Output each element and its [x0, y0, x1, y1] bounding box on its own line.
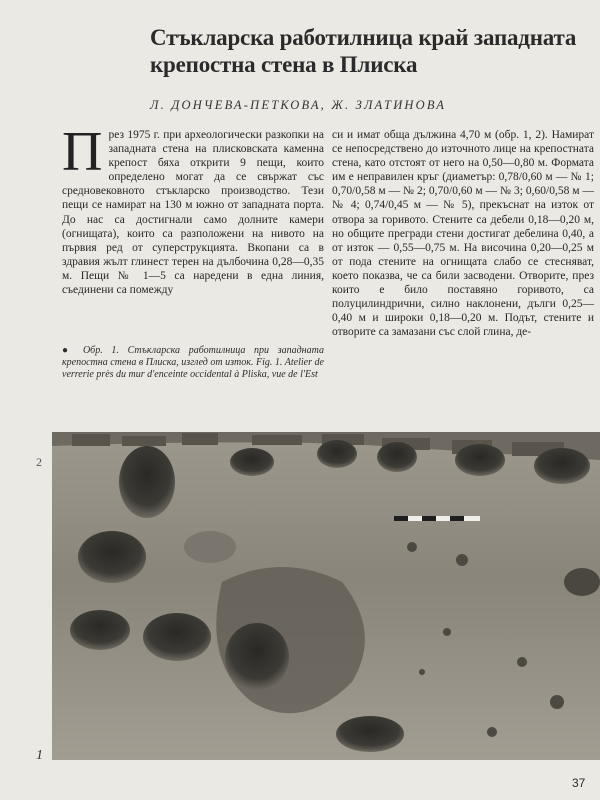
column-right-text: си и имат обща дължина 4,70 м (обр. 1, 2). Намират се непосредствено до източното лице на крепостната стена, като отстоят от него на 0,50—0,80 м. Формата им е неправилен кръг (диаметър: 0,78/0,60 м — № 1; 0,70/0,58 м — № 2; 0,70/0,60 м — № 3; 0,60/0,58 м — № 4; 0,74/0,45 м — № 5), прекъснат на изток от отвора за горивото. Стените са дебели 0,18—0,20 м, но общите прегради стени достигат дебелина 0,40, а от изток — 0,55—0,75 м. На височина 0,20—0,25 м от пода стените на огнищата слабо се стесняват, което показва, че са били засводени. Отворите, през които е било поставяно горивото, са полуцилиндрични, силно наклонени, дълги 0,25—0,40 м и широки 0,18—0,20 м. Подът, стените и отворите са замазани със слой глина, де- — [332, 129, 594, 339]
scale-bar — [394, 516, 480, 521]
margin-mark: 2 — [36, 455, 42, 469]
title-line-1: Стъкларска работилница край западната — [150, 25, 577, 50]
article-title — [150, 24, 590, 78]
title-line-2: крепостна стена в Плиска — [150, 52, 418, 77]
article-authors: Л. ДОНЧЕВА-ПЕТКОВА, Ж. ЗЛАТИНОВА — [150, 98, 447, 112]
page-number: 37 — [572, 776, 586, 790]
figure-number: 1 — [36, 748, 43, 763]
drop-cap: П — [62, 121, 103, 183]
figure-caption: ● Обр. 1. Стъкларска работилница при западната крепостна стена в Плиска, изглед от изток. Fig. 1. Atelier de verrerie près du mur d'enceinte occidental à Pliska, vue de l'Est — [62, 345, 324, 380]
excavation-photo — [52, 432, 600, 760]
excavation-photo-drawing — [52, 432, 600, 760]
text-column-left — [62, 121, 324, 297]
column-left-text: рез 1975 г. при археологически разкопки на западната стена на плисковската каменна крепост бяха открити 9 пещи, които определено могат да се свържат със средновековното стъкларско производство. Тези пещи се намират на 130 м южно от западната порта. До нас са достигнали само долните камери (огнищата), които са разположени на нивото на първия ред от суперструкцията. Вкопани са в здравия жълт глинест терен на дълбочина 0,28—0,35 м. Пещи № 1—5 са наредени в една линия, съединени са помежду — [62, 129, 324, 297]
text-column-right — [332, 128, 594, 339]
